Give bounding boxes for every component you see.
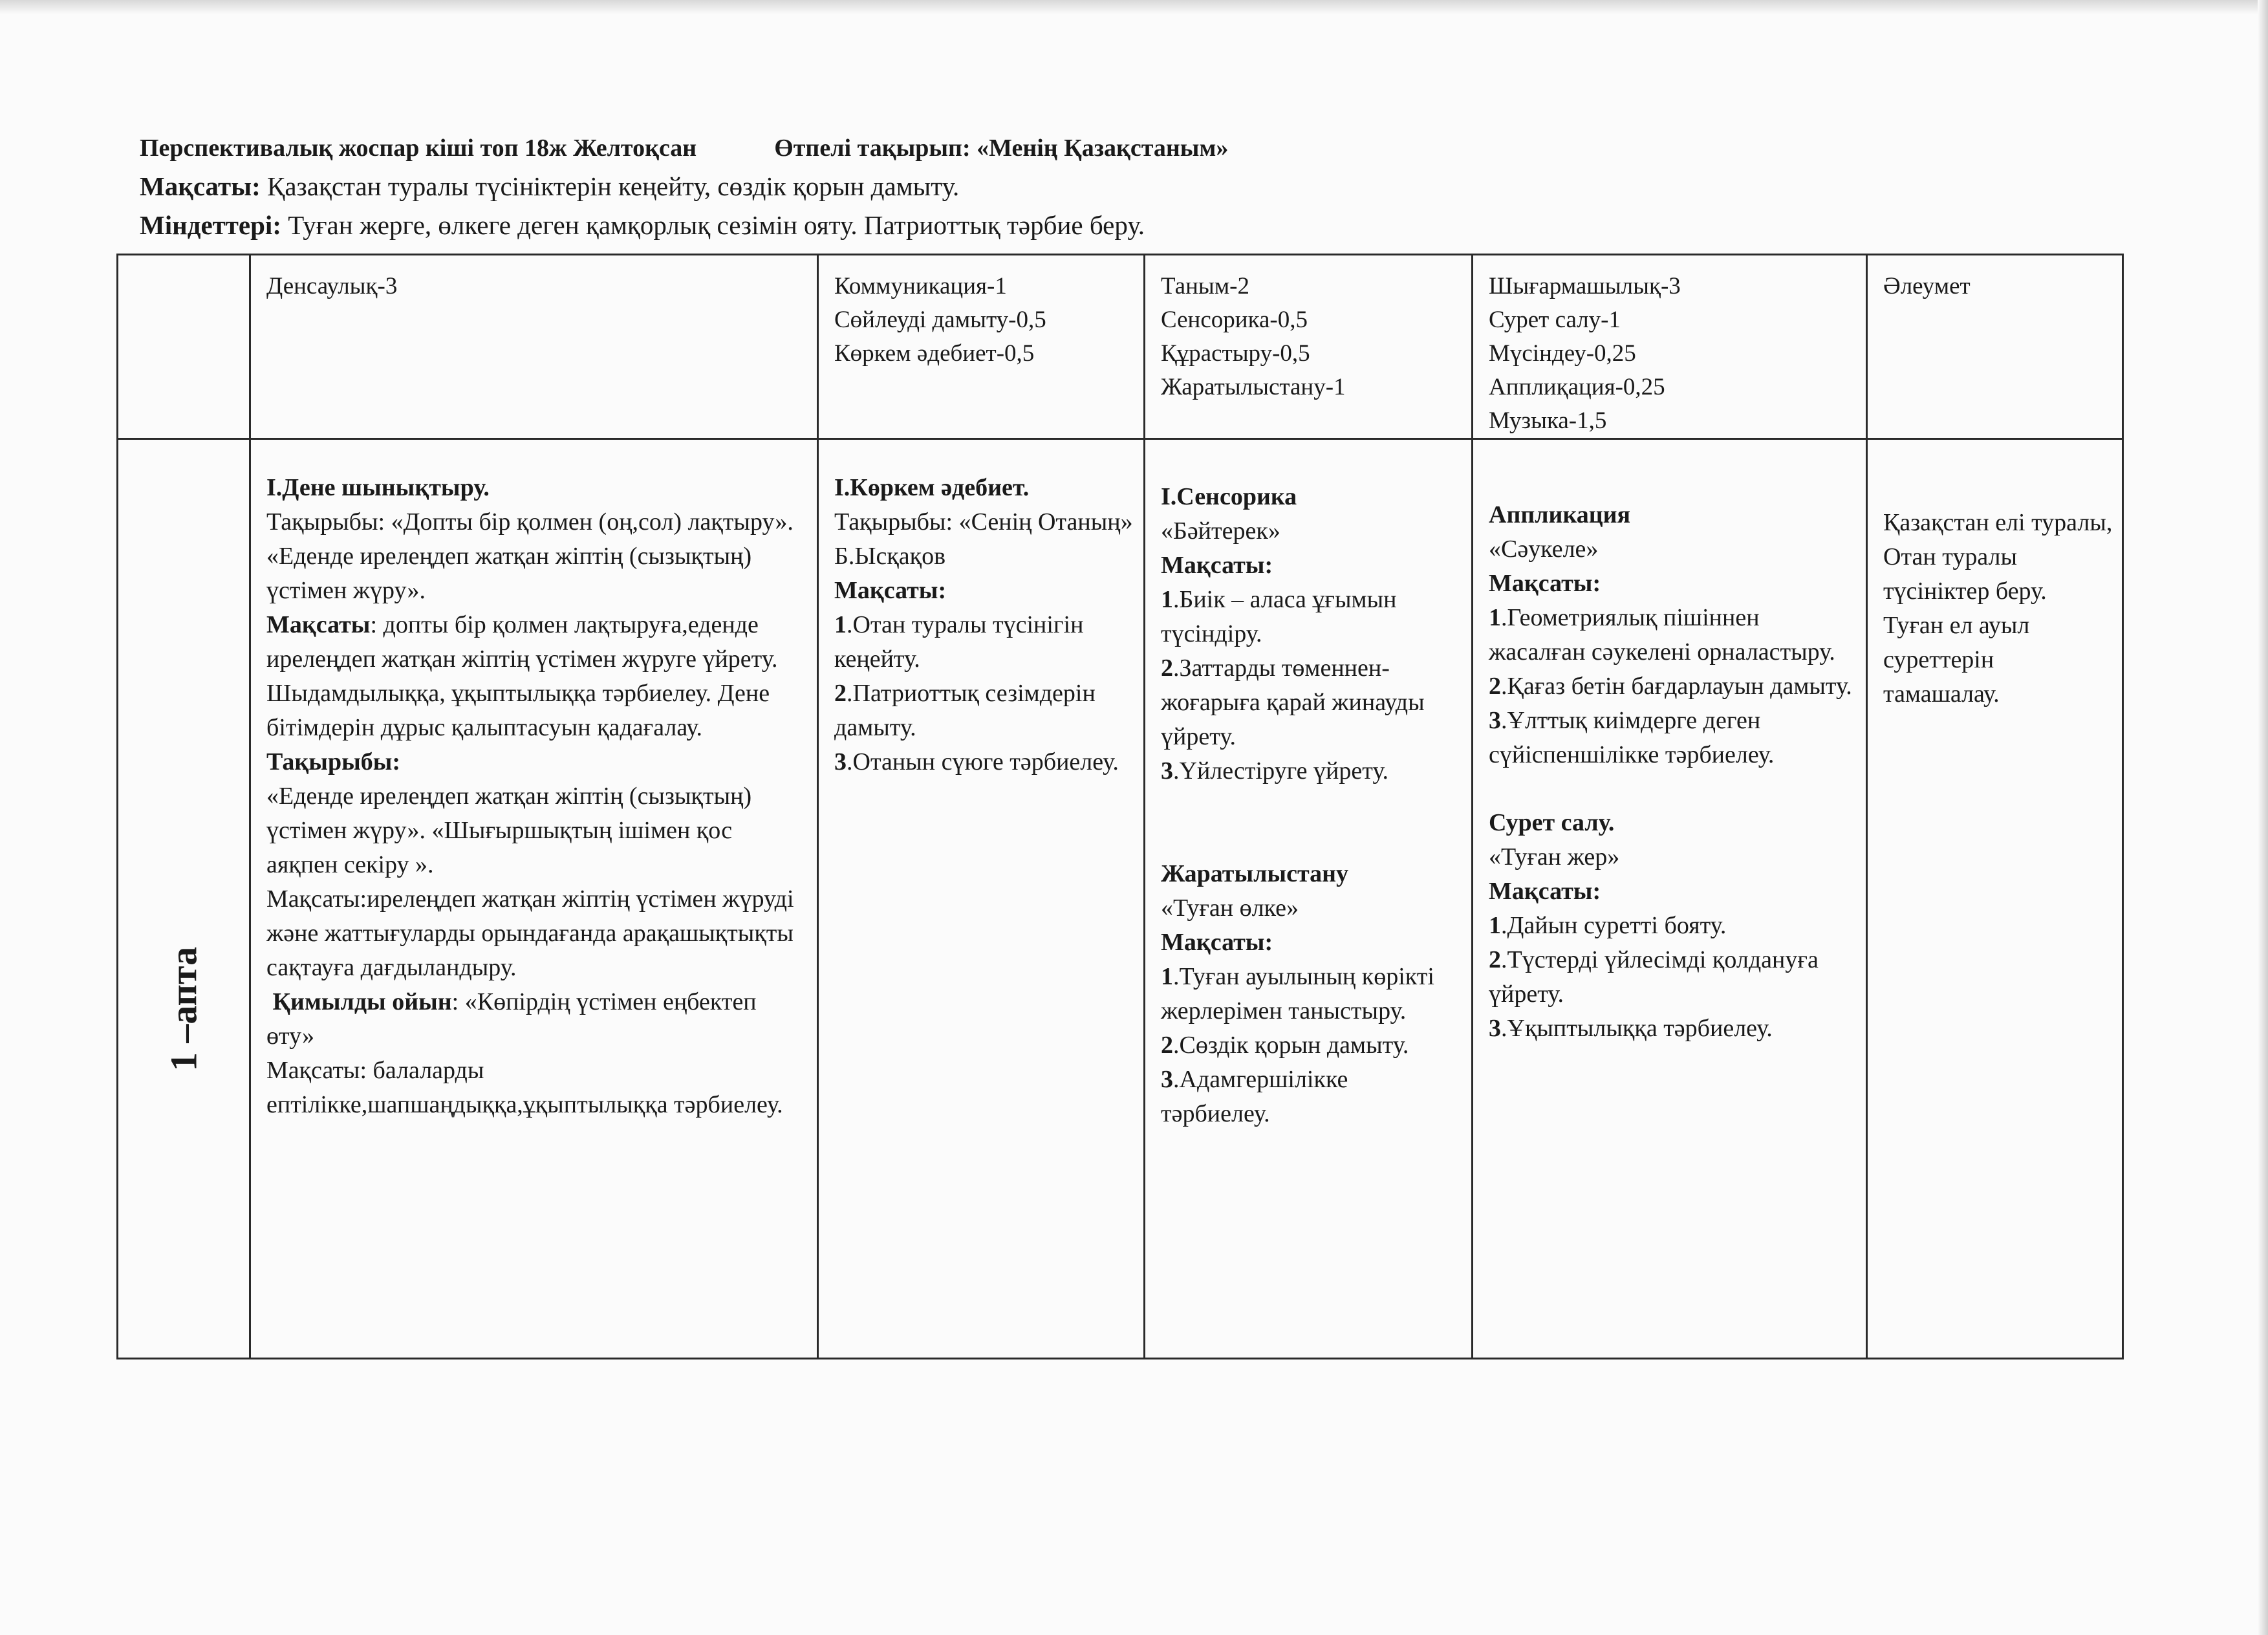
header-line: Құрастыру-0,5 (1161, 340, 1310, 367)
header-line: Шығармашылық-3 (1489, 273, 1681, 299)
week-row (118, 439, 2123, 1359)
cognition-item: 1.Биік – аласа ұғымын түсіндіру. (1161, 586, 1397, 647)
creativity-item: 1.Дайын суретті бояту. (1489, 912, 1727, 939)
cognition-item: 1.Туған ауылының көрікті жерлерімен таныстыру. (1161, 963, 1434, 1024)
cognition-item: 2.Сөздік қорын дамыту. (1161, 1032, 1409, 1059)
spacer (1489, 772, 1857, 806)
health-game-text: : «Көпірдің үстімен еңбектеп өту» (266, 988, 757, 1050)
health-game-goal: Мақсаты: балаларды ептілікке,шапшаңдыққа,ұқыптылыққа тәрбиелеу. (266, 1057, 783, 1118)
creativity-heading1: Аппликация (1489, 501, 1631, 528)
creativity-item: 2.Қағаз бетін бағдарлауын дамыту. (1489, 673, 1852, 700)
plan-table (116, 254, 2124, 1359)
header-line: Коммуникация-1 (834, 273, 1007, 299)
column-header-communication (818, 255, 1145, 439)
header-line: Сөйлеуді дамыту-0,5 (834, 307, 1046, 333)
scan-right-edge (2258, 0, 2268, 1635)
creativity-cell (1473, 439, 1867, 1359)
tasks-label: Міндеттері: (140, 210, 281, 240)
column-header-health (250, 255, 818, 439)
social-text: Қазақстан елі туралы, Отан туралы түсініктер беру. Туған ел ауыл суреттерін тамашалау. (1883, 509, 2113, 708)
creativity-item: 3.Ұқыптылыққа тәрбиелеу. (1489, 1015, 1773, 1042)
header-line: Денсаулық-3 (266, 273, 398, 299)
health-game-label: Қимылды ойын (272, 988, 452, 1015)
scan-top-edge (0, 0, 2268, 14)
health-topic2: «Еденде ирелеңдеп жатқан жіптің (сызықтың) үстімен жүру». «Шығыршықтың ішімен қос аяқпен секіру ». (266, 783, 752, 878)
cognition-goal-label1: Мақсаты: (1161, 552, 1273, 579)
health-game (266, 985, 808, 1054)
header-line: Көркем әдебиет-0,5 (834, 340, 1035, 367)
document-title (140, 129, 2080, 167)
table-header-row (118, 255, 2123, 439)
communication-author: Б.Ысқақов (834, 543, 946, 570)
creativity-item: 3.Ұлттық киімдерге деген сүйіспеншілікке тәрбиелеу. (1489, 707, 1775, 768)
spacer (1161, 788, 1462, 857)
header-line: Мүсіндеу-0,25 (1489, 340, 1636, 367)
goal-line (140, 167, 2080, 206)
creativity-topic2: «Туған жер» (1489, 843, 1620, 871)
creativity-topic1: «Сәукеле» (1489, 536, 1599, 563)
health-cell (250, 439, 818, 1359)
cognition-cell (1145, 439, 1473, 1359)
week-cell (118, 439, 250, 1359)
cognition-heading1: І.Сенсорика (1161, 483, 1297, 510)
column-header-creativity (1473, 255, 1867, 439)
column-header-social (1867, 255, 2123, 439)
health-goal-label: Мақсаты (266, 611, 371, 638)
health-goal1-text: : допты бір қолмен лақтыруға,еденде ирелеңдеп жатқан жіптің үстімен жүруге үйрету. Шыдамдылыққа, ұқыптылыққа тәрбиелеу. Дене бітімдерін дұрыс қалыптасуын қадағалау. (266, 611, 778, 741)
title-right: Өтпелі тақырып: «Менің Қазақстаным» (774, 135, 1229, 162)
column-header-cognition (1145, 255, 1473, 439)
communication-topic: Тақырыбы: «Сенің Отаның» (834, 508, 1133, 536)
cognition-goal-label2: Мақсаты: (1161, 929, 1273, 956)
header-line: Сенсорика-0,5 (1161, 307, 1308, 333)
communication-item: 2.Патриоттық сезімдерін дамыту. (834, 680, 1096, 741)
cognition-topic1: «Бәйтерек» (1161, 517, 1280, 545)
creativity-item: 1.Геометриялық пішіннен жасалған сәукелені орналастыру. (1489, 604, 1835, 666)
communication-item: 1.Отан туралы түсінігін кеңейту. (834, 611, 1084, 673)
communication-cell (818, 439, 1145, 1359)
health-goal2: Мақсаты:ирелеңдеп жатқан жіптің үстімен жүруді және жаттығуларды орындағанда арақашықтықты сақтауға дағдыландыру. (266, 885, 794, 981)
health-goal1 (266, 608, 808, 779)
week-label: 1 –апта (162, 946, 205, 1071)
document-header (140, 129, 2080, 244)
tasks-text: Туған жерге, өлкеге деген қамқорлық сезімін ояту. Патриоттық тәрбие беру. (288, 210, 1145, 240)
creativity-goal-label2: Мақсаты: (1489, 878, 1601, 905)
cognition-topic2: «Туған өлке» (1161, 894, 1299, 922)
header-line: Таным-2 (1161, 273, 1249, 299)
health-topic1: Тақырыбы: «Допты бір қолмен (оң,сол) лақтыру». «Еденде ирелеңдеп жатқан жіптің (сызықтың) үстімен жүру». (266, 508, 794, 604)
health-topic2-label: Тақырыбы: (266, 748, 401, 775)
tasks-line (140, 206, 2080, 244)
communication-goal-label: Мақсаты: (834, 577, 947, 604)
cognition-item: 3.Адамгершілікке тәрбиелеу. (1161, 1066, 1348, 1127)
header-line: Сурет салу-1 (1489, 307, 1621, 333)
header-line: Апплиқация-0,25 (1489, 374, 1665, 400)
title-left: Перспективалық жоспар кіші топ 18ж Желтоқсан (140, 135, 697, 162)
cognition-heading2: Жаратылыстану (1161, 860, 1348, 887)
header-line: Музыка-1,5 (1489, 407, 1607, 434)
health-heading: І.Дене шынықтыру. (266, 474, 490, 501)
social-cell (1867, 439, 2123, 1359)
creativity-heading2: Сурет салу. (1489, 809, 1615, 836)
creativity-item: 2.Түстерді үйлесімді қолдануға үйрету. (1489, 946, 1819, 1008)
goal-label: Мақсаты: (140, 171, 261, 201)
communication-heading: І.Көркем әдебиет. (834, 474, 1030, 501)
cognition-item: 2.Заттарды төменнен-жоғарыға қарай жинауды үйрету. (1161, 655, 1425, 750)
header-line: Жаратылыстану-1 (1161, 374, 1346, 400)
creativity-goal-label1: Мақсаты: (1489, 570, 1601, 597)
header-line: Әлеумет (1883, 273, 1971, 299)
goal-text: Қазақстан туралы түсініктерін кеңейту, сөздік қорын дамыту. (267, 171, 960, 201)
communication-item: 3.Отанын сүюге тәрбиелеу. (834, 748, 1119, 775)
cognition-item: 3.Үйлестіруге үйрету. (1161, 757, 1389, 785)
corner-cell (118, 255, 250, 439)
